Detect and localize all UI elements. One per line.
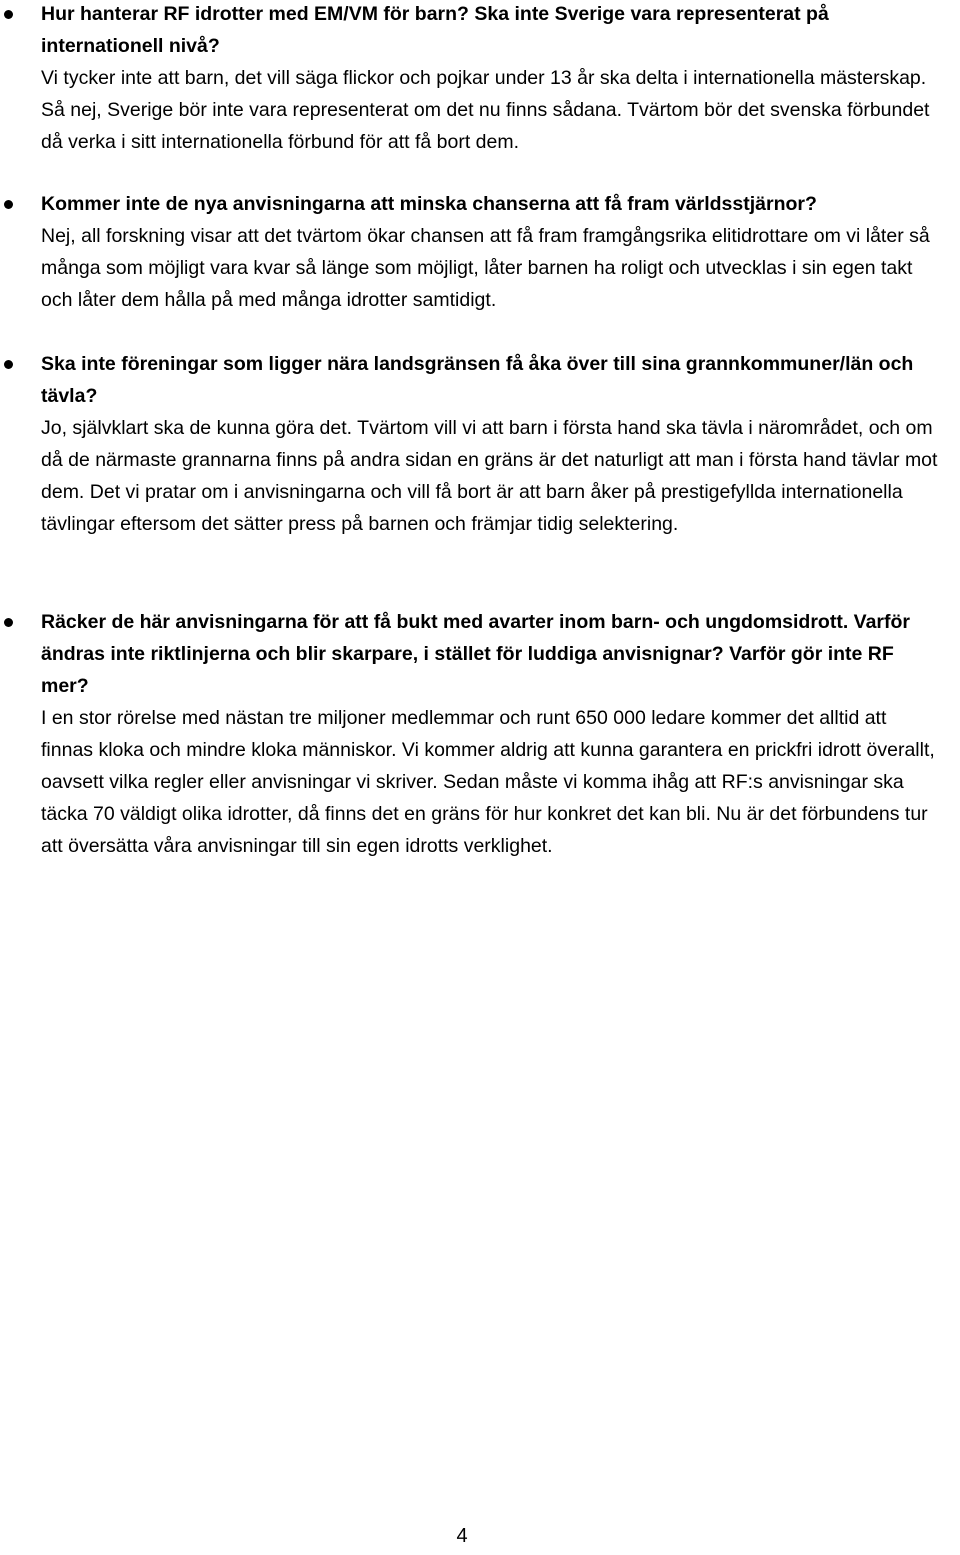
bullet-icon — [4, 618, 13, 627]
bullet-icon — [4, 360, 13, 369]
faq-answer: Vi tycker inte att barn, det vill säga flickor och pojkar under 13 år ska delta i internationella mästerskap. Så nej, Sverige bör inte vara representerat om det nu finns sådana. Tvärtom bör det svenska förbundet då verka i sitt internationella förbund för att få bort dem. — [41, 67, 930, 153]
faq-answer: Nej, all forskning visar att det tvärtom ökar chansen att få fram framgångsrika elitidrottare om vi låter så många som möjligt vara kvar så länge som möjligt, låter barnen ha roligt och utvecklas i sin egen takt och låter dem hålla på med många idrotter samtidigt. — [41, 225, 930, 311]
faq-content — [41, 606, 941, 862]
faq-answer: I en stor rörelse med nästan tre miljoner medlemmar och runt 650 000 ledare kommer det alltid att finnas kloka och mindre kloka människor. Vi kommer aldrig att kunna garantera en prickfri idrott överallt, oavsett vilka regler eller anvisningar vi skriver. Sedan måste vi komma ihåg att RF:s anvisningar ska täcka 70 väldigt olika idrotter, då finns det en gräns för hur konkret det kan bli. Nu är det förbundens tur att översätta våra anvisningar till sin egen idrotts verklighet. — [41, 707, 935, 857]
bullet-icon — [4, 10, 13, 19]
faq-answer: Jo, självklart ska de kunna göra det. Tvärtom vill vi att barn i första hand ska tävla i närområdet, och om då de närmaste grannarna finns på andra sidan en gräns är det naturligt att man i första hand tävlar mot dem. Det vi pratar om i anvisningarna och vill få bort är att barn åker på prestigefyllda internationella tävlingar eftersom det sätter press på barnen och främjar tidig selektering. — [41, 417, 938, 535]
page-number: 4 — [456, 1525, 468, 1547]
faq-content — [41, 348, 941, 540]
faq-question: Kommer inte de nya anvisningarna att minska chanserna att få fram världsstjärnor? — [41, 193, 817, 215]
faq-question: Räcker de här anvisningarna för att få bukt med avarter inom barn- och ungdomsidrott. Varför ändras inte riktlinjerna och blir skarpare, i stället för luddiga anvisnignar? Varför gör inte RF mer? — [41, 611, 911, 697]
faq-question: Ska inte föreningar som ligger nära landsgränsen få åka över till sina grannkommuner/län och tävla? — [41, 353, 914, 407]
faq-content — [41, 0, 941, 158]
faq-question: Hur hanterar RF idrotter med EM/VM för barn? Ska inte Sverige vara representerat på internationell nivå? — [41, 3, 829, 57]
faq-content — [41, 188, 941, 316]
bullet-icon — [4, 200, 13, 209]
